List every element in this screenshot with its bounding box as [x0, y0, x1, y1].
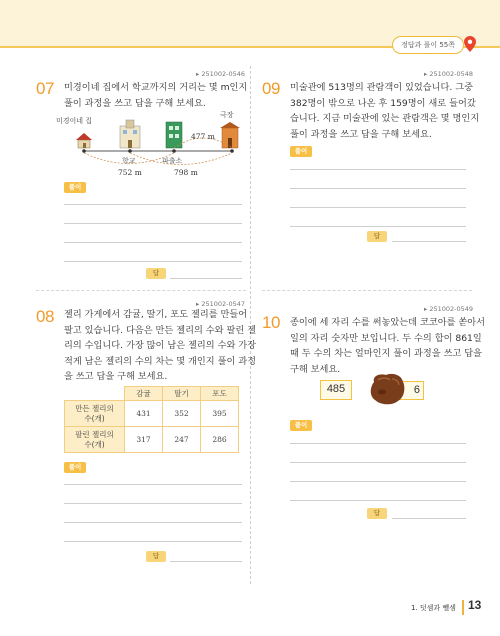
footer-accent-bar	[462, 600, 464, 615]
question-07-line: 미경이네 집에서 학교까지의 거리는 몇 m인지	[64, 82, 248, 93]
number-card-485: 485	[320, 380, 352, 400]
row-header-line: 수(개)	[84, 439, 105, 449]
answer-reference: 정답과 풀이 55쪽	[392, 36, 464, 54]
question-10-line: 일의 자리 숫자만 보입니다. 두 수의 합이 861일	[290, 332, 482, 344]
row-header-line: 수(개)	[84, 413, 105, 423]
question-09-id: ▸ 251002-0548	[424, 70, 474, 78]
table-cell: 247	[163, 427, 201, 453]
page-number: 13	[468, 598, 482, 612]
solution-tag: 풀이	[64, 462, 86, 473]
answer-input-line[interactable]	[392, 518, 466, 519]
question-09-line: 풀이 과정을 쓰고 답을 구해 보세요.	[290, 128, 432, 140]
writing-line	[64, 503, 242, 504]
question-08-line: 리의 수입니다. 가장 많이 남은 젤리의 수와 가장	[64, 340, 256, 351]
answer-tag: 답	[146, 268, 166, 279]
school-icon	[120, 120, 140, 148]
table-cell: 317	[125, 427, 163, 453]
table-row	[65, 427, 239, 453]
question-09-text	[290, 80, 479, 142]
house-icon	[76, 133, 92, 148]
writing-line	[290, 462, 466, 463]
table-column-header: 감귤	[125, 387, 163, 401]
table-cell: 431	[125, 401, 163, 427]
question-10-line: 종이에 세 자리 수를 써놓았는데 코코아를 쏟아서	[290, 317, 486, 328]
writing-line	[64, 261, 242, 262]
table-row-header	[65, 427, 125, 453]
question-07-line: 풀이 과정을 쓰고 답을 구해 보세요.	[64, 97, 206, 109]
police-station-icon	[166, 122, 182, 148]
writing-line	[64, 484, 242, 485]
place-label-home: 미경이네 집	[56, 117, 93, 125]
number-card-covered: 6	[398, 381, 424, 400]
solution-tag: 풀이	[290, 146, 312, 157]
solution-tag: 풀이	[64, 182, 86, 193]
table-row	[65, 401, 239, 427]
question-08-line: 젤리 가게에서 감귤, 딸기, 포도 젤리를 만들어	[64, 309, 248, 320]
place-label-police: 파출소	[162, 157, 183, 165]
writing-line	[290, 443, 466, 444]
question-07-figure	[56, 108, 246, 178]
place-label-school: 학교	[122, 157, 136, 165]
distance-798: 798 m	[174, 168, 198, 177]
writing-line	[290, 207, 466, 208]
row-divider-right	[262, 290, 472, 291]
solution-tag: 풀이	[290, 420, 312, 431]
writing-line	[290, 169, 466, 170]
question-10-number: 10	[262, 313, 280, 332]
answer-tag: 답	[367, 231, 387, 242]
answer-input-line[interactable]	[392, 241, 466, 242]
answer-input-line[interactable]	[170, 561, 242, 562]
question-09-line: 382명이 밖으로 나온 후 159명이 새로 들어갔	[290, 97, 476, 109]
writing-line	[290, 500, 466, 501]
question-08-line: 을 쓰고 답을 구해 보세요.	[64, 371, 168, 382]
table-row-header	[65, 401, 125, 427]
row-header-line: 팔린 젤리의	[75, 429, 114, 439]
question-10-line: 때 두 수의 차는 얼마인지 풀이 과정을 쓰고 답을	[290, 348, 482, 359]
place-label-theater: 극장	[220, 111, 234, 119]
question-08-line: 적게 남은 젤리의 수의 차는 몇 개인지 풀이 과정	[64, 355, 256, 367]
table-header-row	[65, 387, 239, 401]
question-08-line: 팔고 있습니다. 다음은 만든 젤리의 수와 팔린 젤	[64, 324, 256, 336]
writing-line	[290, 481, 466, 482]
question-07-id: ▸ 251002-0546	[196, 70, 246, 78]
row-header-line: 만든 젤리의	[75, 403, 114, 413]
row-divider-left	[36, 290, 246, 291]
question-08-id: ▸ 251002-0547	[196, 300, 246, 308]
writing-line	[64, 242, 242, 243]
table-column-header: 딸기	[163, 387, 201, 401]
question-08-number: 08	[36, 307, 54, 326]
answer-input-line[interactable]	[170, 278, 242, 279]
question-07-text	[64, 80, 247, 111]
table-cell: 352	[163, 401, 201, 427]
cocoa-spill-icon	[368, 372, 406, 406]
table-column-header: 포도	[201, 387, 239, 401]
theater-icon	[220, 122, 240, 148]
writing-line	[64, 541, 242, 542]
writing-line	[64, 522, 242, 523]
question-09-line: 습니다. 지금 미술관에 있는 관람객은 몇 명인지	[290, 113, 480, 124]
question-09-number: 09	[262, 79, 280, 98]
question-08-text	[64, 307, 256, 385]
answer-tag: 답	[367, 508, 387, 519]
question-09-line: 미술관에 513명의 관람객이 있었습니다. 그중	[290, 82, 474, 93]
answer-tag: 답	[146, 551, 166, 562]
jelly-table	[64, 386, 239, 453]
question-10-id: ▸ 251002-0549	[424, 305, 474, 313]
table-corner	[65, 387, 125, 401]
distance-752: 752 m	[118, 168, 142, 177]
map-pin-icon	[464, 36, 476, 52]
table-cell: 395	[201, 401, 239, 427]
table-cell: 286	[201, 427, 239, 453]
question-10-text	[290, 315, 485, 377]
writing-line	[290, 226, 466, 227]
question-10-line: 구해 보세요.	[290, 363, 341, 375]
question-07-number: 07	[36, 79, 54, 98]
writing-line	[64, 223, 242, 224]
writing-line	[64, 204, 242, 205]
distance-477: 477 m	[191, 132, 215, 141]
chapter-label: 1. 덧셈과 뺄셈	[411, 604, 456, 612]
writing-line	[290, 188, 466, 189]
